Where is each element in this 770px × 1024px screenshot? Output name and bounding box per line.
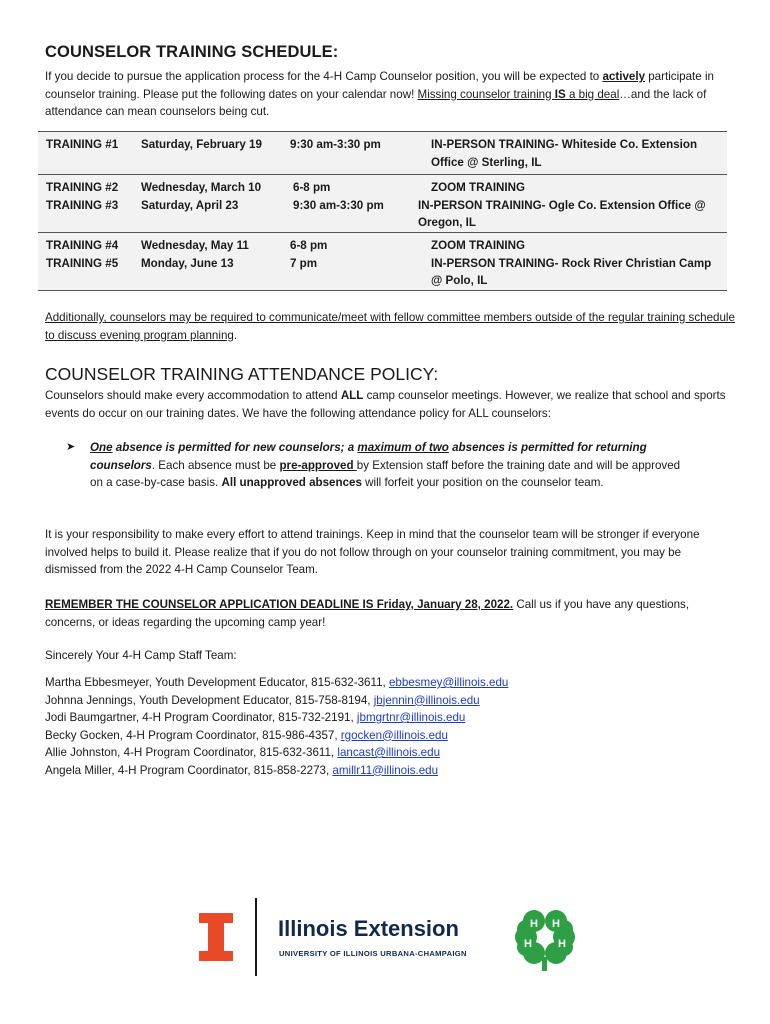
training-label: TRAINING #3 — [46, 198, 119, 212]
training-location: ZOOM TRAINING — [431, 239, 526, 252]
training-location: ZOOM TRAINING — [431, 181, 526, 194]
policy-text-a: Counselors should make every accommodation to attend — [45, 389, 341, 402]
bullet-one: One — [90, 441, 113, 454]
training-location-text: IN-PERSON TRAINING- Rock River Christian Camp @ Polo, IL — [431, 256, 712, 287]
contact-item — [45, 762, 508, 780]
table-row — [38, 255, 727, 287]
bullet-text-c: . Each absence must be — [151, 458, 280, 472]
email-link[interactable]: rgocken@illinois.edu — [340, 728, 448, 742]
additional-note-period: . — [233, 328, 238, 342]
intro-text-a: If you decide to pursue the application process for the 4-H Camp Counselor position, you will be expected to — [45, 70, 603, 83]
training-schedule-table — [38, 131, 727, 291]
policy-paragraph — [45, 387, 735, 422]
policy-title: COUNSELOR TRAINING ATTENDANCE POLICY: — [45, 364, 439, 384]
training-location-text: IN-PERSON TRAINING- Whiteside Co. Extension Office @ Sterling, IL — [431, 138, 698, 169]
training-date: Saturday, April 23 — [141, 198, 239, 212]
additional-note — [45, 309, 735, 344]
4-h-clover-logo-icon — [512, 907, 578, 973]
contact-text: Martha Ebbesmeyer, Youth Development Educator, 815-632-3611, — [45, 676, 389, 689]
policy-text-b: camp counselor meetings. However, we realize that school and sports events do occur on our training dates. We have the following attendance policy for ALL counselors: — [45, 389, 726, 420]
training-time: 9:30 am-3:30 pm — [293, 198, 384, 212]
bullet-text-e: will forfeit your position on the counselor team. — [361, 476, 604, 489]
brand-name: Illinois Extension — [278, 916, 459, 941]
contact-text: Allie Johnston, 4-H Program Coordinator, 815-632-3611, — [45, 746, 338, 759]
table-row — [38, 136, 727, 169]
training-label: TRAINING #1 — [46, 138, 119, 151]
schedule-block-1 — [38, 132, 727, 174]
deadline-paragraph — [45, 596, 735, 631]
contact-item — [45, 744, 508, 762]
training-time: 7 pm — [290, 256, 318, 270]
schedule-block-2 — [38, 175, 727, 232]
bullet-text-b: absences is permitted for returning counselors — [90, 441, 647, 472]
training-label: TRAINING #4 — [46, 239, 119, 252]
contact-text: Angela Miller, 4-H Program Coordinator, 815-858-2273, — [45, 763, 333, 777]
training-date: Saturday, February 19 — [141, 138, 262, 151]
training-time: 9:30 am-3:30 pm — [290, 138, 381, 151]
arrow-bullet-icon: ➤ — [66, 441, 76, 453]
bullet-text — [90, 439, 686, 492]
training-label: TRAINING #2 — [46, 181, 119, 194]
contact-item — [45, 692, 508, 710]
responsibility-paragraph: It is your responsibility to make every effort to attend trainings. Keep in mind that the counselor team will be stronger if everyone involved helps to build it. Please realize that if you do not follow through on your counselor training commitment, you may be dismissed from the 2022 4-H Camp Counselor Team. — [45, 528, 700, 576]
training-date: Wednesday, March 10 — [141, 181, 262, 194]
training-location — [431, 136, 721, 171]
sign-off: Sincerely Your 4-H Camp Staff Team: — [45, 649, 237, 662]
training-date: Monday, June 13 — [141, 256, 234, 270]
brand-subtitle: UNIVERSITY OF ILLINOIS URBANA-CHAMPAIGN — [279, 949, 467, 958]
intro-big-deal: a big deal — [565, 87, 620, 101]
bullet-unapproved: All unapproved absences — [221, 476, 362, 489]
email-link[interactable]: amillr11@illinois.edu — [332, 763, 439, 777]
training-time: 6-8 pm — [290, 239, 328, 252]
email-link[interactable]: ebbesmey@illinois.edu — [388, 676, 509, 689]
intro-text-b: participate in counselor training. Please put the following dates on your calendar now! — [45, 70, 714, 101]
contact-item — [45, 709, 508, 727]
contact-item — [45, 727, 508, 745]
training-location-text: IN-PERSON TRAINING- Ogle Co. Extension Office @ Oregon, IL — [418, 198, 706, 229]
email-link[interactable]: jbjennin@illinois.edu — [373, 693, 480, 707]
training-date: Wednesday, May 11 — [141, 239, 249, 252]
bullet-text-d: by Extension staff before the training date and will be approved on a case-by-case basis. — [90, 458, 681, 489]
deadline-rest: Call us if you have any questions, concerns, or ideas regarding the upcoming camp year! — [45, 598, 690, 629]
block-i-logo-icon — [199, 913, 233, 961]
training-location — [431, 255, 721, 290]
logo-divider — [255, 898, 257, 976]
training-location — [418, 197, 718, 232]
email-link[interactable]: jbmgrtnr@illinois.edu — [356, 711, 466, 724]
policy-all: ALL — [340, 389, 364, 402]
additional-note-text: Additionally, counselors may be required to communicate/meet with fellow committee members outside of the regular training schedule to discuss evening program planning — [45, 311, 735, 342]
table-row — [38, 179, 727, 197]
bullet-pre-approved: pre-approved — [279, 458, 357, 472]
intro-actively: actively — [602, 70, 646, 83]
svg-text:H: H — [524, 938, 532, 950]
svg-text:H: H — [558, 938, 566, 950]
schedule-block-3 — [38, 233, 727, 290]
schedule-title: COUNSELOR TRAINING SCHEDULE: — [45, 43, 339, 61]
intro-missing-group — [418, 88, 620, 101]
bullet-text-a: absence is permitted for new counselors; a — [112, 441, 358, 454]
contact-text: Jodi Baumgartner, 4-H Program Coordinator, 815-732-2191, — [45, 711, 357, 724]
email-link[interactable]: lancast@illinois.edu — [337, 746, 441, 759]
svg-text:H: H — [530, 918, 538, 930]
table-rule-bottom — [38, 290, 727, 291]
intro-text-c: …and the lack of attendance can mean counselors being cut. — [45, 87, 707, 118]
intro-is: IS — [554, 87, 566, 101]
table-row — [38, 237, 727, 255]
table-row — [38, 197, 727, 229]
training-time: 6-8 pm — [293, 181, 331, 194]
training-label: TRAINING #5 — [46, 256, 119, 270]
intro-paragraph — [45, 68, 725, 121]
contact-list — [45, 674, 508, 779]
svg-text:H: H — [552, 918, 560, 930]
intro-missing: Missing counselor training — [417, 87, 555, 101]
contact-text: Becky Gocken, 4-H Program Coordinator, 815-986-4357, — [45, 728, 341, 742]
absence-policy-bullet — [66, 439, 686, 492]
contact-item — [45, 674, 508, 692]
contact-text: Johnna Jennings, Youth Development Educator, 815-758-8194, — [45, 693, 374, 707]
deadline-bold: REMEMBER THE COUNSELOR APPLICATION DEADLINE IS Friday, January 28, 2022. — [45, 598, 514, 611]
bullet-max-two: maximum of two — [357, 441, 449, 454]
